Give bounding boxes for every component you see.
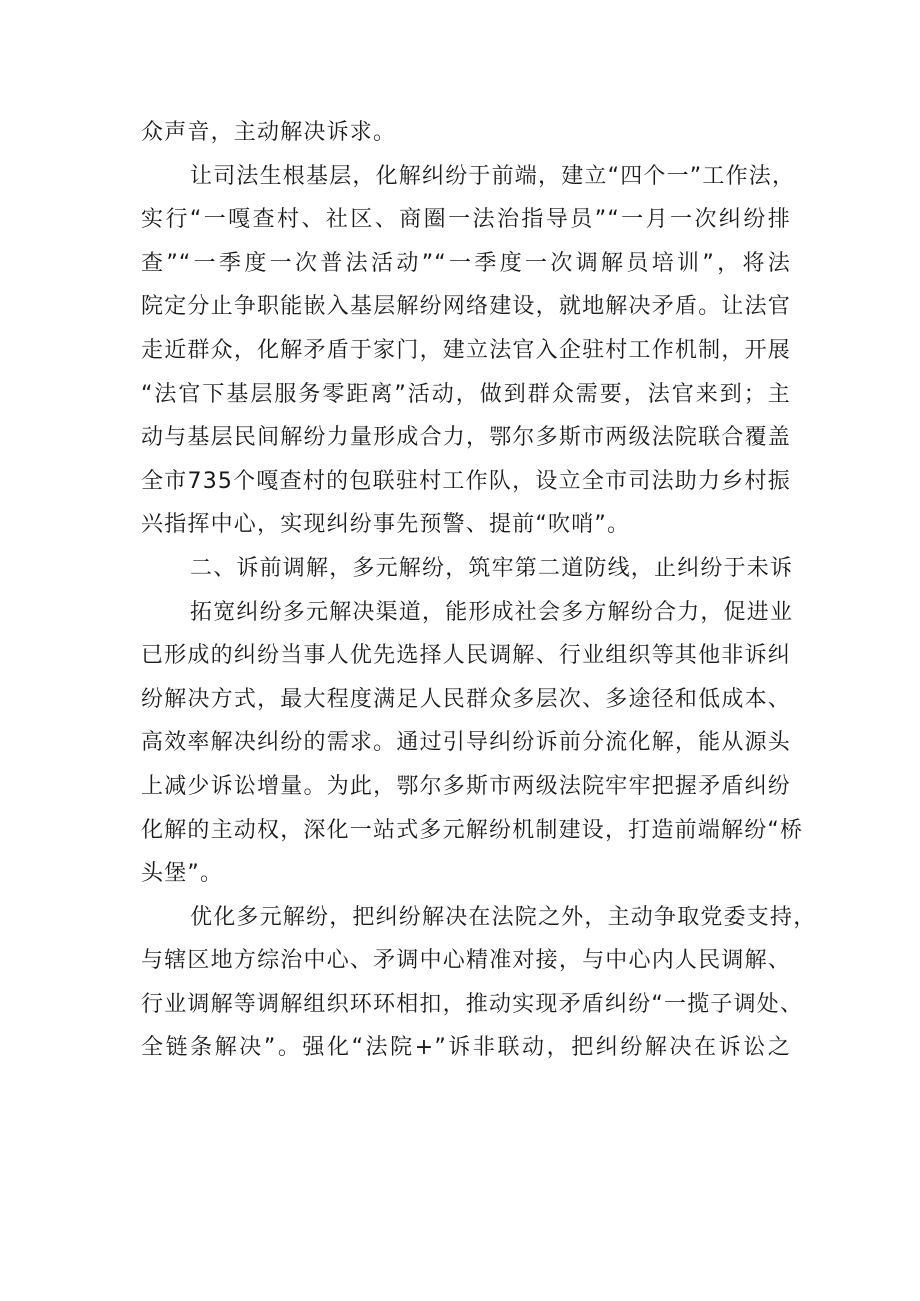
text-line: 高效率解决纠纷的需求。通过引导纠纷诉前分流化解，能从源头 <box>141 730 791 756</box>
text-line: 动与基层民间解纷力量形成合力，鄂尔多斯市两级法院联合覆盖 <box>141 425 791 451</box>
text-line: 众声音，主动解决诉求。 <box>141 120 397 145</box>
text-line: 全市735个嘎查村的包联驻村工作队，设立全市司法助力乡村振 <box>141 468 791 494</box>
text-line: 走近群众，化解矛盾于家门，建立法官入企驻村工作机制，开展 <box>141 337 791 363</box>
text-line: 全链条解决”。强化“法院+”诉非联动，把纠纷解决在诉讼之 <box>141 1035 791 1061</box>
paragraph-first-line: 让司法生根基层，化解纠纷于前端，建立“四个一”工作法， <box>190 163 796 189</box>
text-line: 兴指挥中心，实现纠纷事先预警、提前“吹哨”。 <box>141 512 631 538</box>
section-heading: 二、诉前调解，多元解纷，筑牢第二道防线，止纠纷于未诉 <box>190 555 794 581</box>
text-line: 纷解决方式，最大程度满足人民群众多层次、多途径和低成本、 <box>141 686 791 712</box>
paragraph-first-line: 拓宽纠纷多元解决渠道，能形成社会多方解纷合力，促进业 <box>190 599 794 625</box>
text-line: 实行“一嘎查村、社区、商圈一法治指导员”“一月一次纠纷排 <box>141 207 791 233</box>
text-line: 已形成的纠纷当事人优先选择人民调解、行业组织等其他非诉纠 <box>141 643 791 669</box>
document-body <box>141 111 817 1070</box>
text-line: 院定分止争职能嵌入基层解纷网络建设，就地解决矛盾。让法官 <box>141 294 791 320</box>
paragraph-first-line: 优化多元解纷，把纠纷解决在法院之外，主动争取党委支持， <box>190 904 817 930</box>
text-line: 行业调解等调解组织环环相扣，推动实现矛盾纠纷“一揽子调处、 <box>141 991 804 1017</box>
text-line: “法官下基层服务零距离”活动，做到群众需要，法官来到；主 <box>141 381 791 407</box>
text-line: 上减少诉讼增量。为此，鄂尔多斯市两级法院牢牢把握矛盾纠纷 <box>141 773 791 799</box>
text-line: 化解的主动权，深化一站式多元解纷机制建设，打造前端解纷“桥 <box>141 817 804 843</box>
text-line: 与辖区地方综治中心、矛调中心精准对接，与中心内人民调解、 <box>141 948 791 974</box>
text-line: 查”“一季度一次普法活动”“一季度一次调解员培训”，将法 <box>141 250 791 276</box>
text-line: 头堡”。 <box>141 861 224 887</box>
